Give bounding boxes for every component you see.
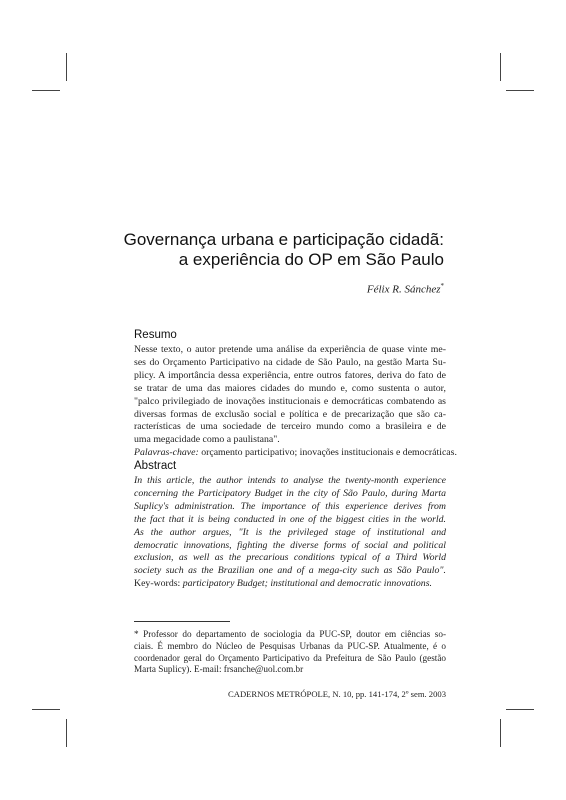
resumo-line: se tratar de uma das maiores cidades do mundo e, como sustenta o autor, bbox=[134, 382, 446, 394]
abstract-line: concerning the Participatory Budget in the city of São Paulo, during Marta bbox=[134, 487, 446, 499]
resumo-line: plicy. A importância dessa experiência, entre outros fatores, deriva do fato de bbox=[134, 369, 446, 381]
author-byline bbox=[300, 282, 444, 296]
footnote-line: ciais. É membro do Núcleo de Pesquisas Urbanas da PUC-SP. Atualmente, é o bbox=[134, 640, 446, 651]
abstract-keywords-text: participatory Budget; institutional and democratic innovations. bbox=[180, 578, 432, 590]
resumo-text bbox=[134, 344, 457, 460]
resumo-line: "palco privilegiado de inovações institucionais e democráticas combatendo as bbox=[134, 395, 446, 407]
resumo-keywords bbox=[134, 447, 457, 460]
abstract-line: the fact that it is being conducted in one of the biggest cities in the world. bbox=[134, 513, 446, 525]
abstract-keywords bbox=[134, 578, 446, 591]
resumo-keywords-text: orçamento participativo; inovações institucionais e democráticas. bbox=[198, 447, 457, 459]
crop-mark bbox=[66, 719, 67, 747]
abstract-line: In this article, the author intends to analyse the twenty-month experience bbox=[134, 475, 446, 486]
resumo-keywords-label: Palavras-chave: bbox=[134, 447, 199, 459]
abstract-text bbox=[134, 475, 446, 591]
journal-citation-footer: CADERNOS METRÓPOLE, N. 10, pp. 141-174, 2º sem. 2003 bbox=[228, 689, 446, 699]
crop-mark bbox=[506, 709, 534, 710]
crop-mark bbox=[506, 90, 534, 91]
crop-mark bbox=[66, 53, 67, 81]
footnote-line: coordenador geral do Orçamento Participativo da Prefeitura de São Paulo (gestão bbox=[134, 652, 446, 663]
author-footnote-mark: * bbox=[440, 282, 444, 290]
footnote-line: Marta Suplicy). E-mail: frsanche@uol.com.br bbox=[134, 664, 304, 675]
article-title bbox=[100, 230, 444, 270]
abstract-line: Suplicy's administration. The importance of this experience derives from bbox=[134, 500, 446, 512]
title-line-2: a experiência do OP em São Paulo bbox=[178, 250, 444, 269]
author-name: Félix R. Sánchez bbox=[366, 283, 441, 296]
author-footnote bbox=[134, 629, 446, 676]
resumo-line: uma megacidade como a paulistana". bbox=[134, 434, 280, 446]
resumo-line: racterísticas de uma sociedade de terceiro mundo como a brasileira e de bbox=[134, 421, 446, 433]
resumo-line: diversas formas de exclusão social e política e de precarização que são ca- bbox=[134, 408, 446, 420]
abstract-line: exclusion, as well as the precarious conditions typical of a Third World bbox=[134, 552, 446, 564]
crop-mark bbox=[500, 53, 501, 81]
footnote-line: * Professor do departamento de sociologia da PUC-SP, doutor em ciências so- bbox=[134, 629, 446, 639]
title-line-1: Governança urbana e participação cidadã: bbox=[123, 230, 444, 249]
resumo-line: Nesse texto, o autor pretende uma análise da experiência de quase vinte me- bbox=[134, 344, 446, 355]
abstract-line: democratic innovations, fighting the diverse forms of social and political bbox=[134, 539, 446, 551]
abstract-keywords-label: Key-words: bbox=[134, 578, 181, 590]
crop-mark bbox=[32, 709, 60, 710]
abstract-line: As the author argues, "It is the privileged stage of institutional and bbox=[134, 526, 446, 538]
abstract-line: society such as the Brazilian one and of a mega-city such as São Paulo". bbox=[134, 565, 446, 577]
resumo-line: ses do Orçamento Participativo na cidade de São Paulo, na gestão Marta Su- bbox=[134, 356, 446, 368]
crop-mark bbox=[500, 719, 501, 747]
resumo-heading: Resumo bbox=[134, 329, 177, 341]
abstract-heading: Abstract bbox=[134, 460, 177, 472]
footnote-divider bbox=[134, 621, 230, 622]
crop-mark bbox=[32, 90, 60, 91]
